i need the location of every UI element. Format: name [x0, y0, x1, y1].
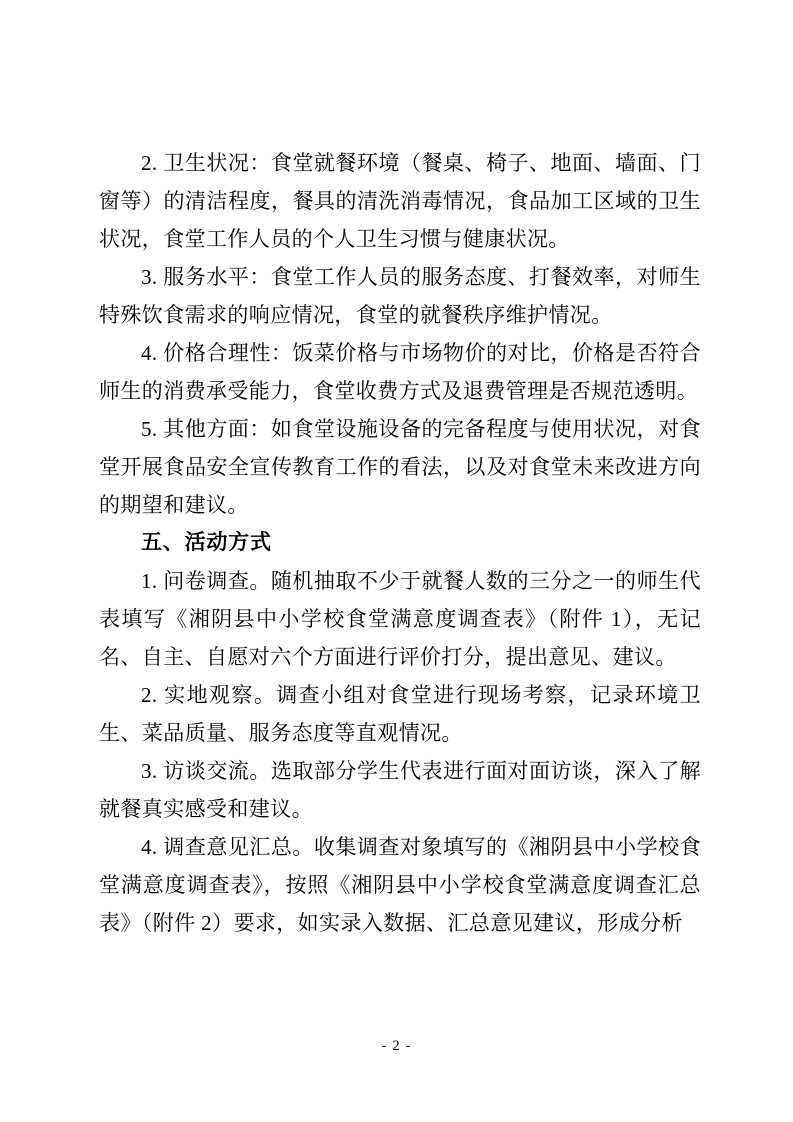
page-number: - 2 - — [381, 1038, 412, 1054]
paragraph-other-aspects: 5. 其他方面：如食堂设施设备的完备程度与使用状况，对食堂开展食品安全宣传教育工作的看法，以及对食堂未来改进方向的期望和建议。 — [99, 417, 701, 517]
paragraph-questionnaire-survey: 1. 问卷调查。随机抽取不少于就餐人数的三分之一的师生代表填写《湘阴县中小学校食堂满意度调查表》（附件 1），无记名、自主、自愿对六个方面进行评价打分，提出意见、建议。 — [99, 569, 701, 669]
paragraph-price-reasonableness: 4. 价格合理性：饭菜价格与市场物价的对比，价格是否符合师生的消费承受能力，食堂收费方式及退费管理是否规范透明。 — [99, 341, 701, 403]
paragraph-hygiene-status: 2. 卫生状况：食堂就餐环境（餐桌、椅子、地面、墙面、门窗等）的清洁程度，餐具的清洗消毒情况，食品加工区域的卫生状况，食堂工作人员的个人卫生习惯与健康状况。 — [99, 151, 701, 251]
document-body — [99, 144, 701, 942]
paragraph-survey-summary: 4. 调查意见汇总。收集调查对象填写的《湘阴县中小学校食堂满意度调查表》，按照《湘阴县中小学校食堂满意度调查汇总表》（附件 2）要求，如实录入数据、汇总意见建议，形成分析 — [99, 835, 701, 935]
paragraph-interview-exchange: 3. 访谈交流。选取部分学生代表进行面对面访谈，深入了解就餐真实感受和建议。 — [99, 759, 701, 821]
section-heading-activity-methods: 五、活动方式 — [141, 531, 272, 554]
paragraph-service-level: 3. 服务水平：食堂工作人员的服务态度、打餐效率，对师生特殊饮食需求的响应情况，食堂的就餐秩序维护情况。 — [99, 265, 701, 327]
paragraph-field-observation: 2. 实地观察。调查小组对食堂进行现场考察，记录环境卫生、菜品质量、服务态度等直观情况。 — [99, 683, 701, 745]
